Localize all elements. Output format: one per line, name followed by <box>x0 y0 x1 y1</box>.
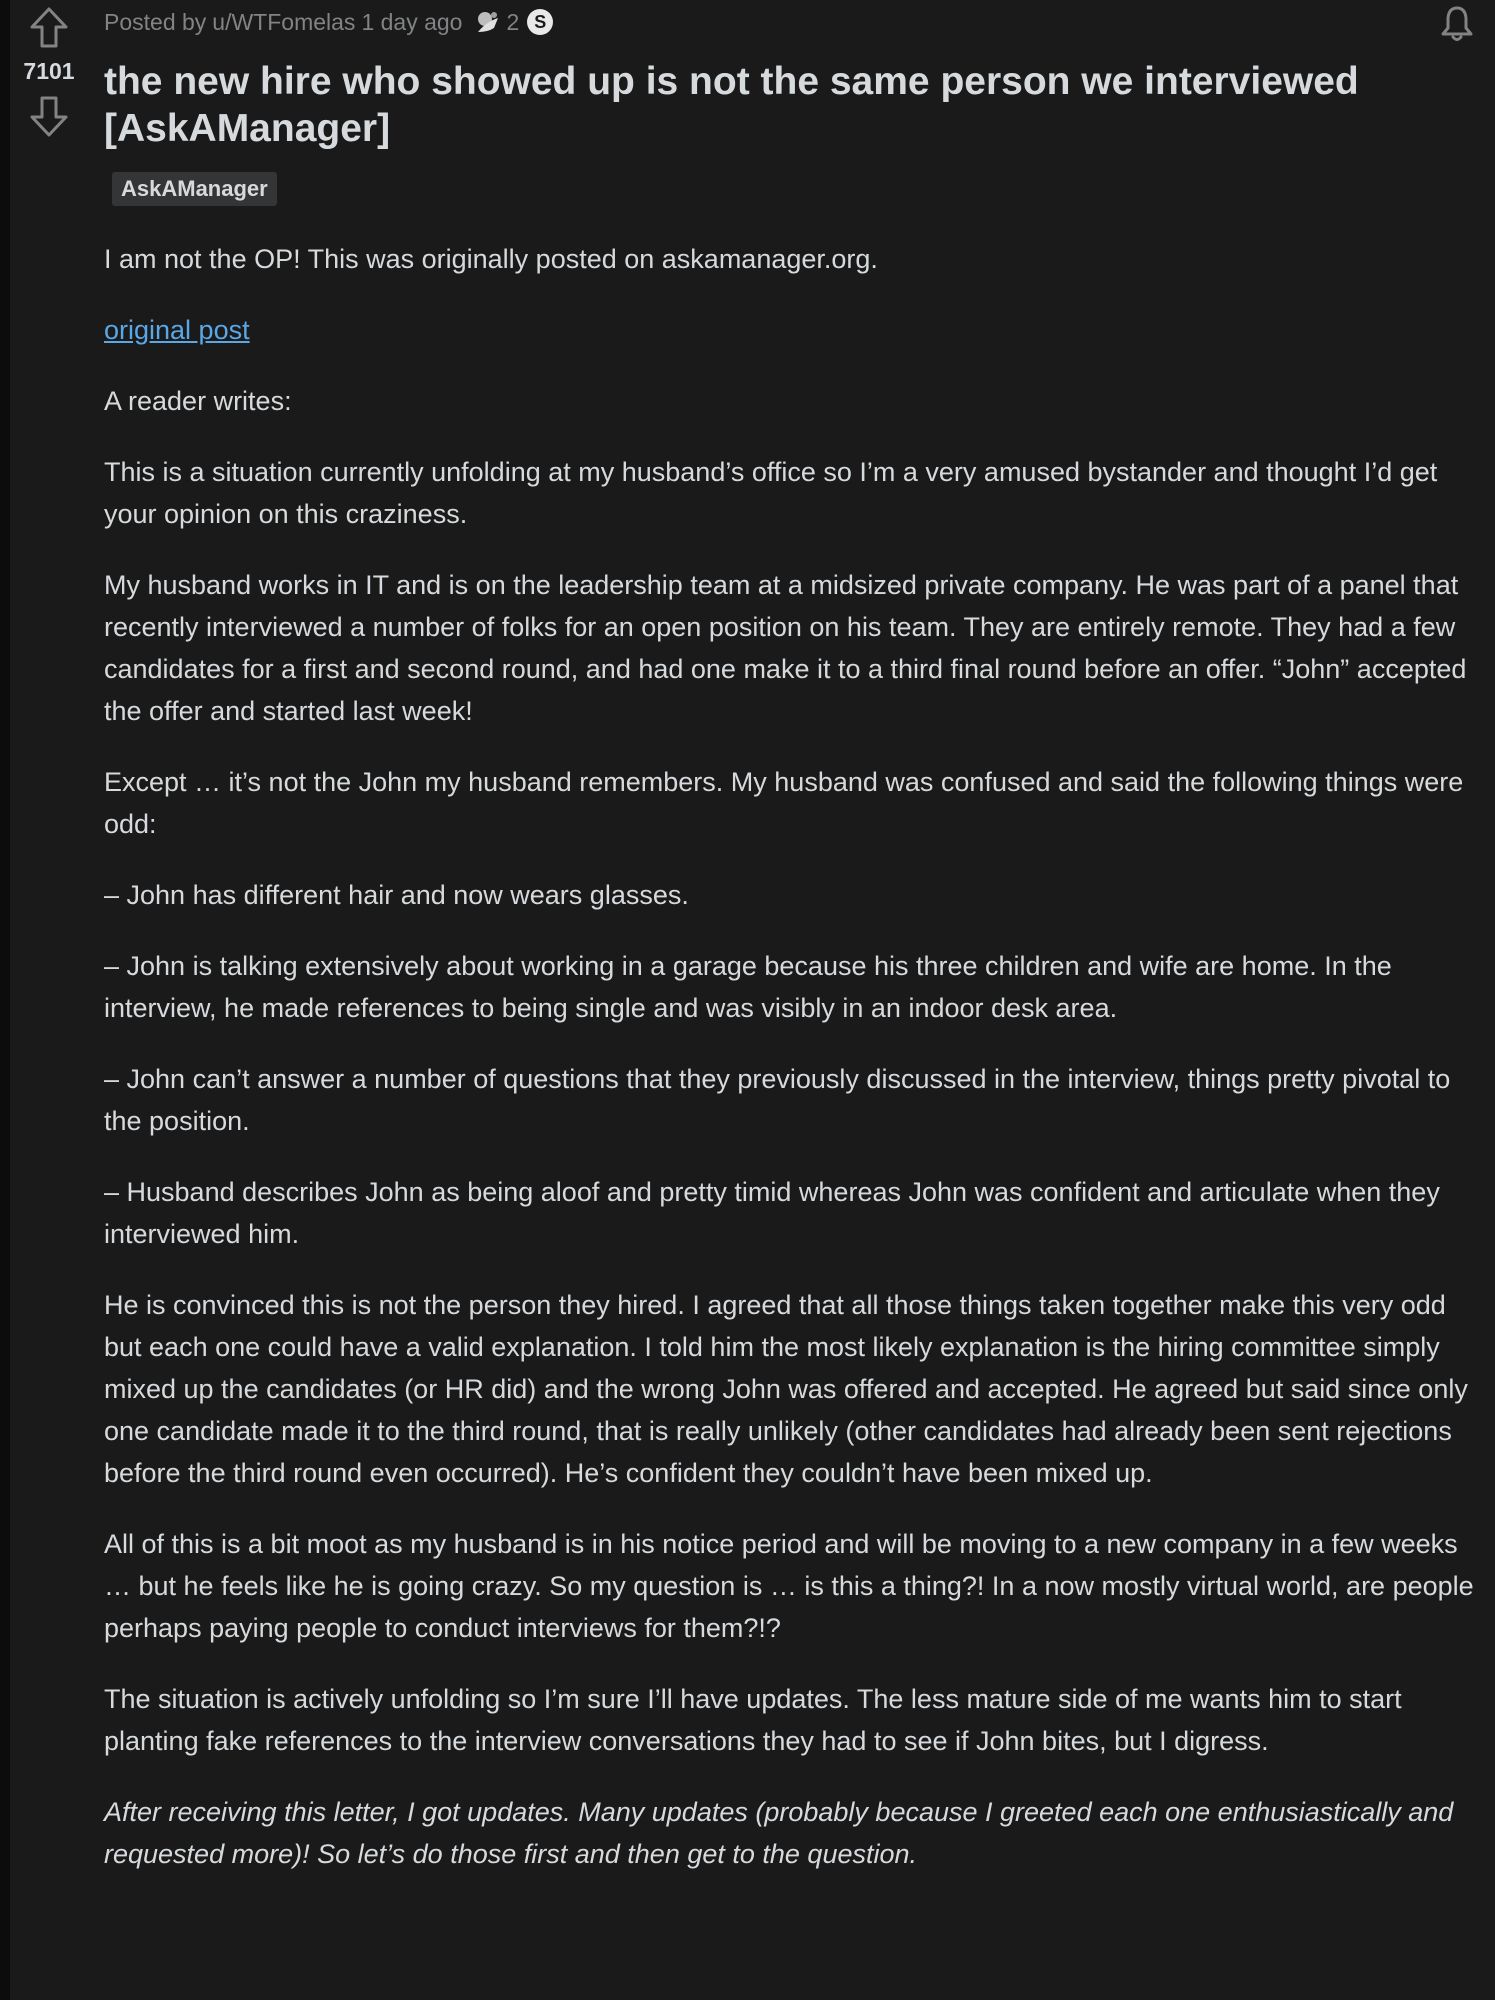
body-link-paragraph <box>104 309 1474 351</box>
body-paragraph: – John is talking extensively about working in a garage because his three children and wife are home. In the interview, he made references to being single and was visibly in an indoor desk area. <box>104 951 1392 1023</box>
post-body <box>104 238 1474 1904</box>
award-count: 2 <box>506 8 520 35</box>
body-intro: I am not the OP! This was originally posted on askamanager.org. <box>104 244 878 274</box>
body-paragraph: – Husband describes John as being aloof and pretty timid whereas John was confident and articulate when they interviewed him. <box>104 1177 1440 1249</box>
posted-by-label: Posted by <box>104 8 207 35</box>
body-paragraph: A reader writes: <box>104 386 292 416</box>
body-paragraph: The situation is actively unfolding so I’m sure I’ll have updates. The less mature side of me wants him to start planting fake references to the interview conversations they had to see if John bites, but I digress. <box>104 1684 1402 1756</box>
body-paragraph: He is convinced this is not the person they hired. I agreed that all those things taken together make this very odd but each one could have a valid explanation. I told him the most likely explanation is the hiring committee simply mixed up the candidates (or HR did) and the wrong John was offered and accepted. He agreed but said since only one candidate made it to the third round, that is really unlikely (other candidates had already been sent rejections before the third round even occurred). He’s confident they couldn’t have been mixed up. <box>104 1290 1468 1488</box>
post-flair[interactable]: AskAManager <box>112 172 277 206</box>
original-post-link[interactable]: original post <box>104 315 250 345</box>
upvote-arrow-icon[interactable] <box>29 6 69 50</box>
author-link[interactable]: u/WTFomelas <box>212 8 356 35</box>
award-badge[interactable] <box>474 8 519 36</box>
downvote-arrow-icon[interactable] <box>29 94 69 138</box>
body-paragraph: This is a situation currently unfolding at my husband’s office so I’m a very amused bystander and thought I’d get your opinion on this craziness. <box>104 457 1438 529</box>
silver-coin-icon[interactable]: S <box>527 9 553 35</box>
body-paragraph: My husband works in IT and is on the leadership team at a midsized private company. He was part of a panel that recently interviewed a number of folks for an open position on his team. They are entirely remote. They had a few candidates for a first and second round, and had one make it to a third final round before an offer. “John” accepted the offer and started last week! <box>104 570 1467 726</box>
post-meta <box>104 6 553 38</box>
vote-score: 7101 <box>23 58 75 84</box>
post-time[interactable]: 1 day ago <box>361 8 463 35</box>
body-paragraph: – John can’t answer a number of questions that they previously discussed in the interview, things pretty pivotal to the position. <box>104 1064 1451 1136</box>
body-paragraph: All of this is a bit moot as my husband is in his notice period and will be moving to a new company in a few weeks … but he feels like he is going crazy. So my question is … is this a thing?! In a now mostly virtual world, are people perhaps paying people to conduct interviews for them?!? <box>104 1529 1474 1643</box>
award-icon <box>474 8 502 36</box>
post-card <box>10 0 1495 2000</box>
body-paragraph-italic: After receiving this letter, I got updates. Many updates (probably because I greeted each one enthusiastically and requested more)! So let’s do those first and then get to the question. <box>104 1797 1454 1869</box>
body-paragraph: – John has different hair and now wears glasses. <box>104 880 689 910</box>
notification-bell-icon[interactable] <box>1437 4 1477 44</box>
post-title[interactable]: the new hire who showed up is not the same person we interviewed [AskAManager] <box>104 60 1359 150</box>
body-paragraph: Except … it’s not the John my husband remembers. My husband was confused and said the following things were odd: <box>104 767 1464 839</box>
